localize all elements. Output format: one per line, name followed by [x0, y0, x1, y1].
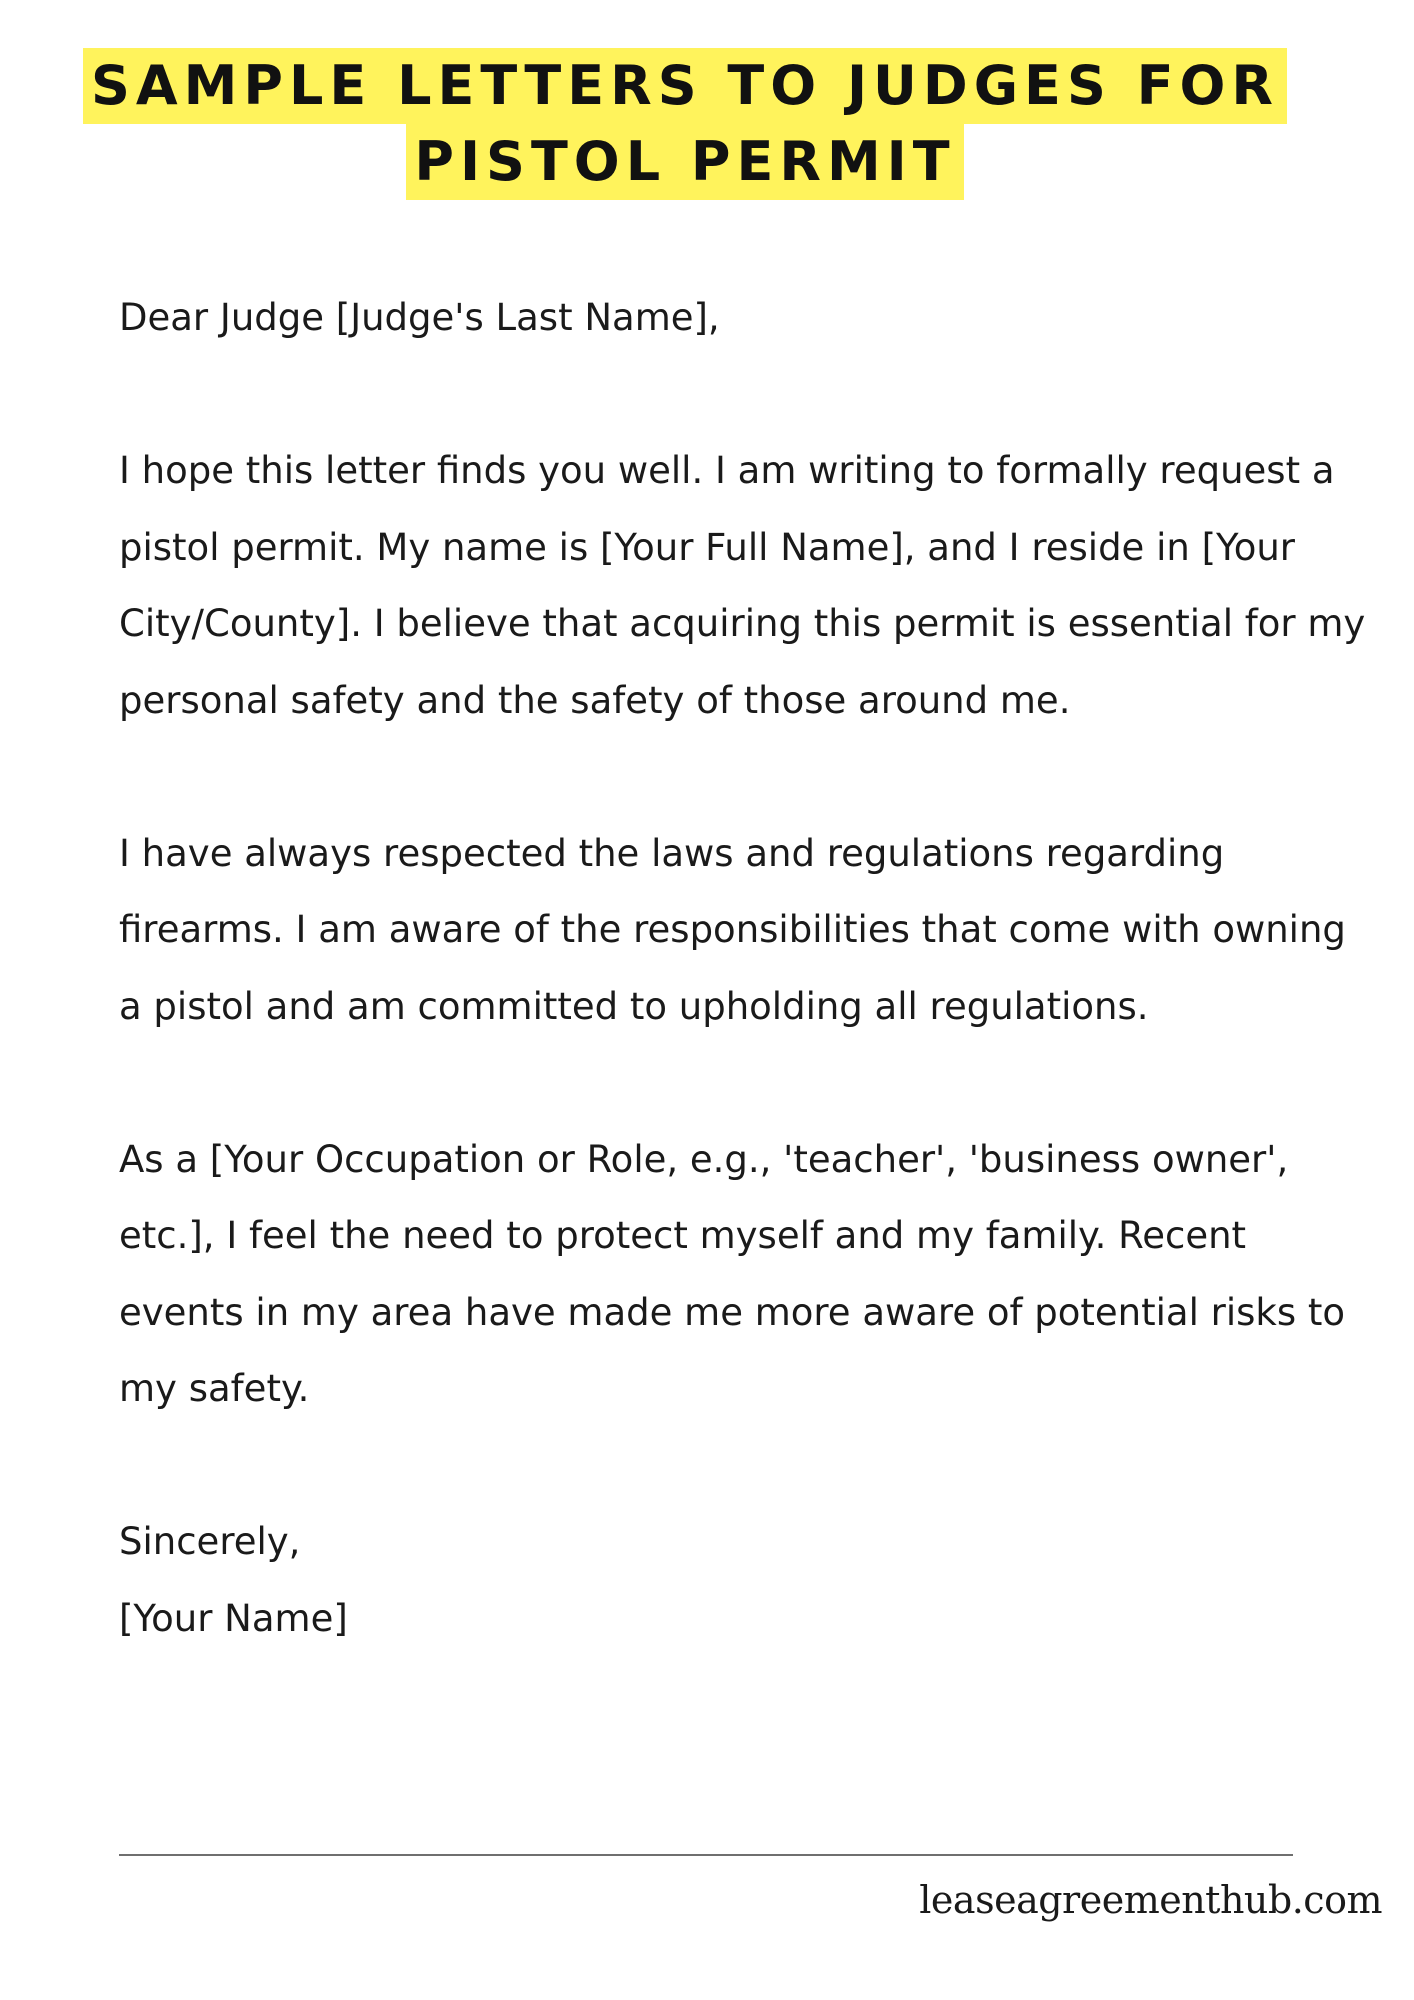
footer-divider: [119, 1854, 1293, 1856]
letter-body: [119, 280, 1369, 1657]
site-name: leaseagreementhub.com: [919, 1878, 1382, 1922]
paragraph-2: I have always respected the laws and regulations regarding firearms. I am aware of the responsibilities that come with owning a pistol and am committed to upholding all regulations.: [119, 831, 1346, 1028]
signature: [Your Name]: [119, 1596, 348, 1640]
paragraph-3: As a [Your Occupation or Role, e.g., 'teacher', 'business owner', etc.], I feel the need to protect myself and my family. Recent events in my area have made me more aware of potential risks to my safety.: [119, 1137, 1346, 1410]
page-title: [0, 48, 1370, 200]
title-line-1: SAMPLE LETTERS TO JUDGES FOR: [83, 48, 1287, 124]
salutation: Dear Judge [Judge's Last Name],: [119, 296, 720, 339]
title-line-2: PISTOL PERMIT: [406, 124, 963, 200]
paragraph-1: I hope this letter finds you well. I am writing to formally request a pistol permit. My name is [Your Full Name], and I reside in [Your City/County]. I believe that acquiring this permit is essential for my personal safety and the safety of those around me.: [119, 449, 1366, 722]
closing: Sincerely,: [119, 1520, 301, 1563]
